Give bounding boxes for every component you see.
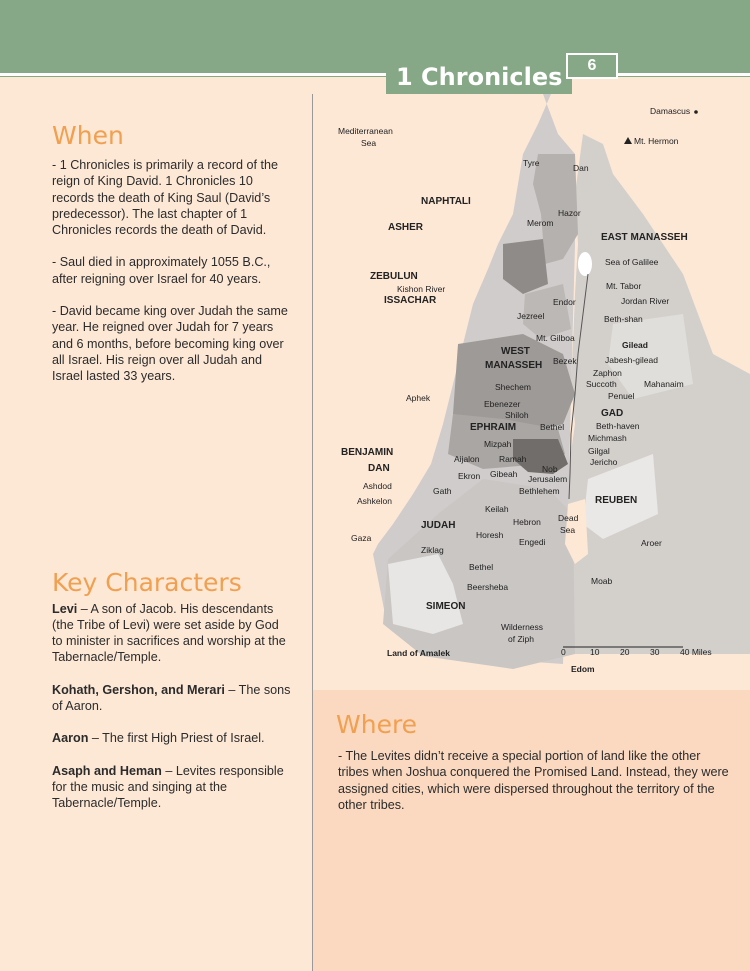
character-entry: Kohath, Gershon, and Merari – The sons of Aaron. xyxy=(52,682,291,714)
place-label: Ashkelon xyxy=(357,496,392,506)
place-label: Bethlehem xyxy=(519,486,560,496)
place-label: Jezreel xyxy=(517,311,545,321)
header-rule xyxy=(0,73,750,76)
scale-tick-label: 30 xyxy=(650,647,660,657)
place-label: Michmash xyxy=(588,433,627,443)
character-entry: Asaph and Heman – Levites responsible for the music and singing at the Tabernacle/Temple. xyxy=(52,763,284,811)
key-characters-heading: Key Characters xyxy=(52,567,242,597)
place-label: Land of Amalek xyxy=(387,648,450,658)
place-label: Jordan River xyxy=(621,296,670,306)
character-entry: Levi – A son of Jacob. His descendants (the Tribe of Levi) were set aside by God to minister in sacrifices and worship at the Tabernacle/Temple. xyxy=(52,601,286,665)
place-label: Shiloh xyxy=(505,410,529,420)
tribe-label: EAST MANASSEH xyxy=(601,232,688,243)
place-label: Beth-haven xyxy=(596,421,640,431)
place-label: Ziklag xyxy=(421,545,444,555)
place-label: Ramah xyxy=(499,454,527,464)
place-label: Mizpah xyxy=(484,439,512,449)
tribe-label: ISSACHAR xyxy=(384,295,437,306)
page-header xyxy=(0,0,750,94)
character-name: Aaron xyxy=(52,731,89,746)
place-label: Gibeah xyxy=(490,469,518,479)
place-label: Aijalon xyxy=(454,454,480,464)
place-label: Ekron xyxy=(458,471,481,481)
map-svg xyxy=(313,94,750,690)
place-label: Mt. Gilboa xyxy=(536,333,575,343)
place-label: Penuel xyxy=(608,391,635,401)
character-description: The first High Priest of Israel. xyxy=(102,731,265,746)
place-label: Aphek xyxy=(406,393,431,403)
place-label: Jerusalem xyxy=(528,474,568,484)
mountain-marker xyxy=(624,137,632,144)
place-label: Hazor xyxy=(558,208,581,218)
place-label: of Ziph xyxy=(508,634,534,644)
place-label: Sea of Galilee xyxy=(605,257,659,267)
page-number: 6 xyxy=(566,53,618,79)
tribe-label: MANASSEH xyxy=(485,360,543,371)
tribe-label: JUDAH xyxy=(421,520,456,531)
city-dot xyxy=(694,110,698,114)
place-label: Moab xyxy=(591,576,613,586)
when-paragraph: - 1 Chronicles is primarily a record of the reign of King David. 1 Chronicles 10 records the death of King Saul (David’s predecessor). The last chapter of 1 Chronicles records the death of David. xyxy=(52,158,279,238)
where-section xyxy=(313,690,750,971)
tribe-label: ASHER xyxy=(388,222,424,233)
place-label: Dead xyxy=(558,513,579,523)
when-paragraph: - David became king over Judah the same year. He reigned over Judah for 7 years and 6 months, before becoming king over all Israel. His reign over all Judah and Israel lasted 33 years. xyxy=(52,304,288,384)
place-label: Aroer xyxy=(641,538,662,548)
place-label: Bethel xyxy=(540,422,565,432)
place-label: Mt. Tabor xyxy=(606,281,642,291)
tribe-label: BENJAMIN xyxy=(341,447,394,458)
character-description: A son of Jacob. His descendants (the Tribe of Levi) were set aside by God to minister in sacrifices and worship at the Tabernacle/Temple. xyxy=(52,601,286,665)
place-label: Bethel xyxy=(469,562,494,572)
place-label: Damascus xyxy=(650,106,691,116)
place-label: Gilead xyxy=(622,340,648,350)
place-label: Shechem xyxy=(495,382,531,392)
place-label: Bezek xyxy=(553,356,577,366)
tribe-label: REUBEN xyxy=(595,495,638,506)
place-label: Jericho xyxy=(590,457,618,467)
place-label: Keilah xyxy=(485,504,509,514)
tribe-label: DAN xyxy=(368,463,390,474)
place-label: Succoth xyxy=(586,379,617,389)
header-band xyxy=(0,0,750,77)
place-label: Jabesh-gilead xyxy=(605,355,658,365)
tribe-label: EPHRAIM xyxy=(470,422,517,433)
place-label: Nob xyxy=(542,464,558,474)
place-label: Beersheba xyxy=(467,582,509,592)
place-label: Wilderness xyxy=(501,622,544,632)
tribe-label: ZEBULUN xyxy=(370,271,418,282)
character-description: The sons of Aaron. xyxy=(52,682,291,714)
character-name: Levi xyxy=(52,601,78,616)
place-label: Endor xyxy=(553,297,576,307)
place-label: Gath xyxy=(433,486,452,496)
sea-of-galilee xyxy=(578,252,592,276)
left-column xyxy=(52,94,292,812)
scale-tick-label: 40 Miles xyxy=(680,647,712,657)
place-label: Sea xyxy=(560,525,576,535)
map-sea-label: Mediterranean xyxy=(338,126,393,136)
scale-tick-label: 20 xyxy=(620,647,630,657)
place-label: Merom xyxy=(527,218,554,228)
place-label: Ebenezer xyxy=(484,399,521,409)
israel-map xyxy=(313,94,750,690)
place-label: Engedi xyxy=(519,537,546,547)
character-description: Levites responsible for the music and singing at the Tabernacle/Temple. xyxy=(52,763,284,811)
when-paragraph: - Saul died in approximately 1055 B.C., after reigning over Israel for 40 years. xyxy=(52,255,271,286)
page-title: 1 Chronicles xyxy=(386,60,572,94)
character-name: Asaph and Heman xyxy=(52,763,162,778)
place-label: Mt. Hermon xyxy=(634,136,679,146)
scale-tick-label: 0 xyxy=(561,647,566,657)
scale-tick-label: 10 xyxy=(590,647,600,657)
place-label: Gilgal xyxy=(588,446,610,456)
place-label: Gaza xyxy=(351,533,372,543)
when-heading: When xyxy=(52,121,124,150)
place-label: Dan xyxy=(573,163,589,173)
place-label: Mahanaim xyxy=(644,379,684,389)
place-label: Edom xyxy=(571,664,595,674)
where-paragraph: - The Levites didn’t receive a special portion of land like the other tribes when Joshua conquered the Promised Land. Instead, they were assigned cities, which were dispersed throughout the territory of the other tribes. xyxy=(338,749,729,812)
place-label: Tyre xyxy=(523,158,540,168)
place-label: Zaphon xyxy=(593,368,622,378)
place-label: Horesh xyxy=(476,530,504,540)
where-heading: Where xyxy=(336,710,418,739)
tribe-label: NAPHTALI xyxy=(421,196,471,207)
tribe-label: SIMEON xyxy=(426,601,466,612)
character-name: Kohath, Gershon, and Merari xyxy=(52,682,225,697)
tribe-label: GAD xyxy=(601,408,624,419)
place-label: Beth-shan xyxy=(604,314,643,324)
character-entry: Aaron – The first High Priest of Israel. xyxy=(52,731,265,746)
place-label: Ashdod xyxy=(363,481,392,491)
place-label: Hebron xyxy=(513,517,541,527)
map-sea-label: Sea xyxy=(361,138,377,148)
place-label: Kishon River xyxy=(397,284,446,294)
tribe-label: WEST xyxy=(501,346,530,357)
